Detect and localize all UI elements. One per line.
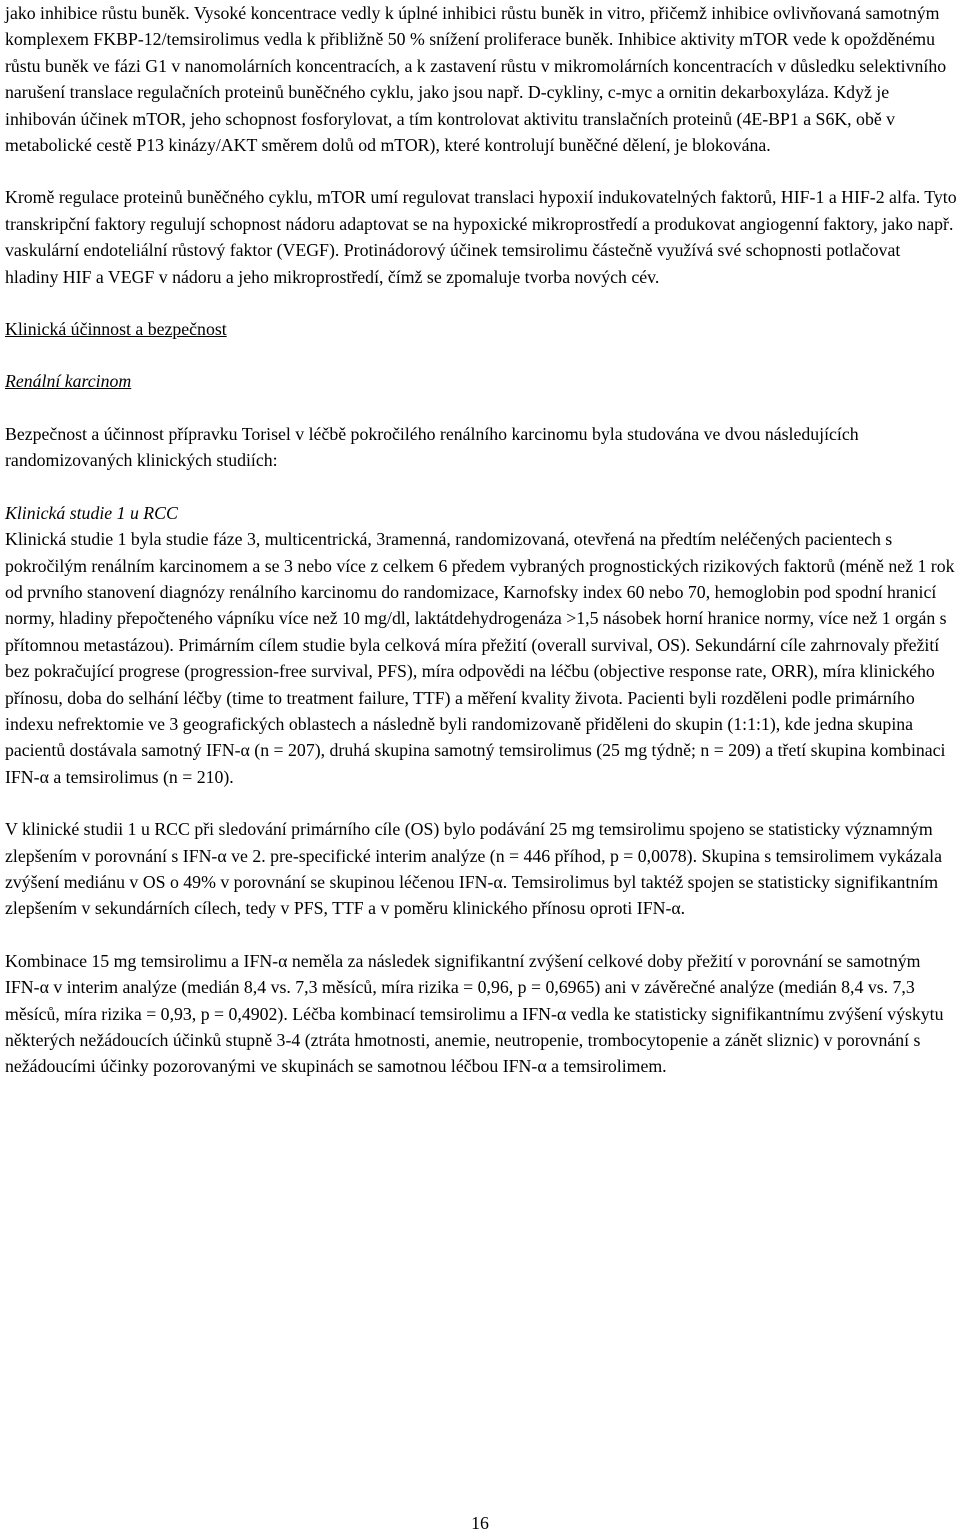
paragraph-gap bbox=[5, 922, 957, 948]
paragraph-study-design: Klinická studie 1 byla studie fáze 3, multicentrická, 3ramenná, randomizovaná, otevřená na předtím neléčených pacientech s pokročilým renálním karcinomem a se 3 nebo více z celkem 6 předem vybraných prognostických rizikových faktorů (méně než 1 rok od prvního stanovení diagnózy renálního karcinomu do randomizace, Karnofsky index 60 nebo 70, hemoglobin pod spodní hranicí normy, hladiny přepočteného vápníku více než 10 mg/dl, laktátdehydrogenáza >1,5 násobek horní hranice normy, více než 1 orgán s přítomnou metastázou). Primárním cílem studie byla celková míra přežití (overall survival, OS). Sekundární cíle zahrnovaly přežití bez pokračující progrese (progression-free survival, PFS), míra odpovědi na léčbu (objective response rate, ORR), míra klinického přínosu, doba do selhání léčby (time to treatment failure, TTF) a měření kvality života. Pacienti byli rozděleni podle primárního indexu nefrektomie ve 3 geografických oblastech a následně byli randomizovaně přiděleni do skupin (1:1:1), kde jedna skupina pacientů dostávala samotný IFN-α (n = 207), druhá skupina samotný temsirolimus (25 mg týdně; n = 209) a třetí skupina kombinaci IFN-α a temsirolimus (n = 210). bbox=[5, 529, 955, 787]
page-number: 16 bbox=[471, 1513, 489, 1533]
paragraph-gap bbox=[5, 290, 957, 316]
paragraph-hif-regulation: Kromě regulace proteinů buněčného cyklu, mTOR umí regulovat translaci hypoxií indukovatelných faktorů, HIF-1 a HIF-2 alfa. Tyto transkripční faktory regulují schopnost nádoru adaptovat se na hypoxické mikroprostředí a produkovat angiogenní faktory, jako např. vaskulární endoteliální růstový faktor (VEGF). Protinádorový účinek temsirolimu částečně využívá své schopnosti potlačovat hladiny HIF a VEGF v nádoru a jeho mikroprostředí, čímž se zpomaluje tvorba nových cév. bbox=[5, 187, 957, 287]
paragraph-gap bbox=[5, 158, 957, 184]
subsection-heading-renal-carcinoma: Renální karcinom bbox=[5, 371, 132, 392]
paragraph-gap bbox=[5, 790, 957, 816]
paragraph-gap bbox=[5, 474, 957, 500]
document-page bbox=[5, 0, 957, 1080]
paragraph-studies-intro: Bezpečnost a účinnost přípravku Torisel v léčbě pokročilého renálního karcinomu byla studována ve dvou následujících randomizovaných klinických studiích: bbox=[5, 423, 859, 471]
paragraph-study-results: V klinické studii 1 u RCC při sledování primárního cíle (OS) bylo podávání 25 mg temsirolimu spojeno se statisticky významným zlepšením v porovnání s IFN-α ve 2. pre-specifické interim analýze (n = 446 příhod, p = 0,0078). Skupina s temsirolimem vykázala zvýšení mediánu v OS o 49% v porovnání se skupinou léčenou IFN-α. Temsirolimus byl taktéž spojen se statisticky signifikantním zlepšením v sekundárních cílech, tedy v PFS, TTF a v poměru klinického přínosu oproti IFN-α. bbox=[5, 819, 942, 919]
study-title: Klinická studie 1 u RCC bbox=[5, 502, 178, 523]
paragraph-mechanism: jako inhibice růstu buněk. Vysoké koncentrace vedly k úplné inhibici růstu buněk in vitro, přičemž inhibice ovlivňovaná samotným komplexem FKBP-12/temsirolimus vedla k přibližně 50 % snížení proliferace buněk. Inhibice aktivity mTOR vede k opožděnému růstu buněk ve fázi G1 v nanomolárních koncentracích, a k zastavení růstu v mikromolárních koncentracích v důsledku selektivního narušení translace regulačních proteinů buněčného cyklu, jako jsou např. D-cykliny, c-myc a ornitin dekarboxyláza. Když je inhibován účinek mTOR, jeho schopnost fosforylovat, a tím kontrolovat aktivitu translačních proteinů (4E-BP1 a S6K, obě v metabolické cestě P13 kinázy/AKT směrem dolů od mTOR), které kontrolují buněčné dělení, je blokována. bbox=[5, 3, 947, 156]
paragraph-gap bbox=[5, 342, 957, 368]
paragraph-combination-results: Kombinace 15 mg temsirolimu a IFN-α neměla za následek signifikantní zvýšení celkové doby přežití v porovnání se samotným IFN-α v interim analýze (medián 8,4 vs. 7,3 měsíců, míra rizika = 0,96, p = 0,6965) ani v závěrečné analýze (medián 8,4 vs. 7,3 měsíců, míra rizika = 0,93, p = 0,4902). Léčba kombinací temsirolimu a IFN-α vedla ke statisticky signifikantnímu zvýšení výskytu některých nežádoucích účinků stupně 3-4 (ztráta hmotnosti, anemie, neutropenie, trombocytopenie a zánět sliznic) v porovnání s nežádoucími účinky pozorovanými ve skupinách se samotnou léčbou IFN-α a temsirolimem. bbox=[5, 950, 944, 1077]
section-heading-clinical-efficacy: Klinická účinnost a bezpečnost bbox=[5, 319, 227, 340]
paragraph-gap bbox=[5, 395, 957, 421]
